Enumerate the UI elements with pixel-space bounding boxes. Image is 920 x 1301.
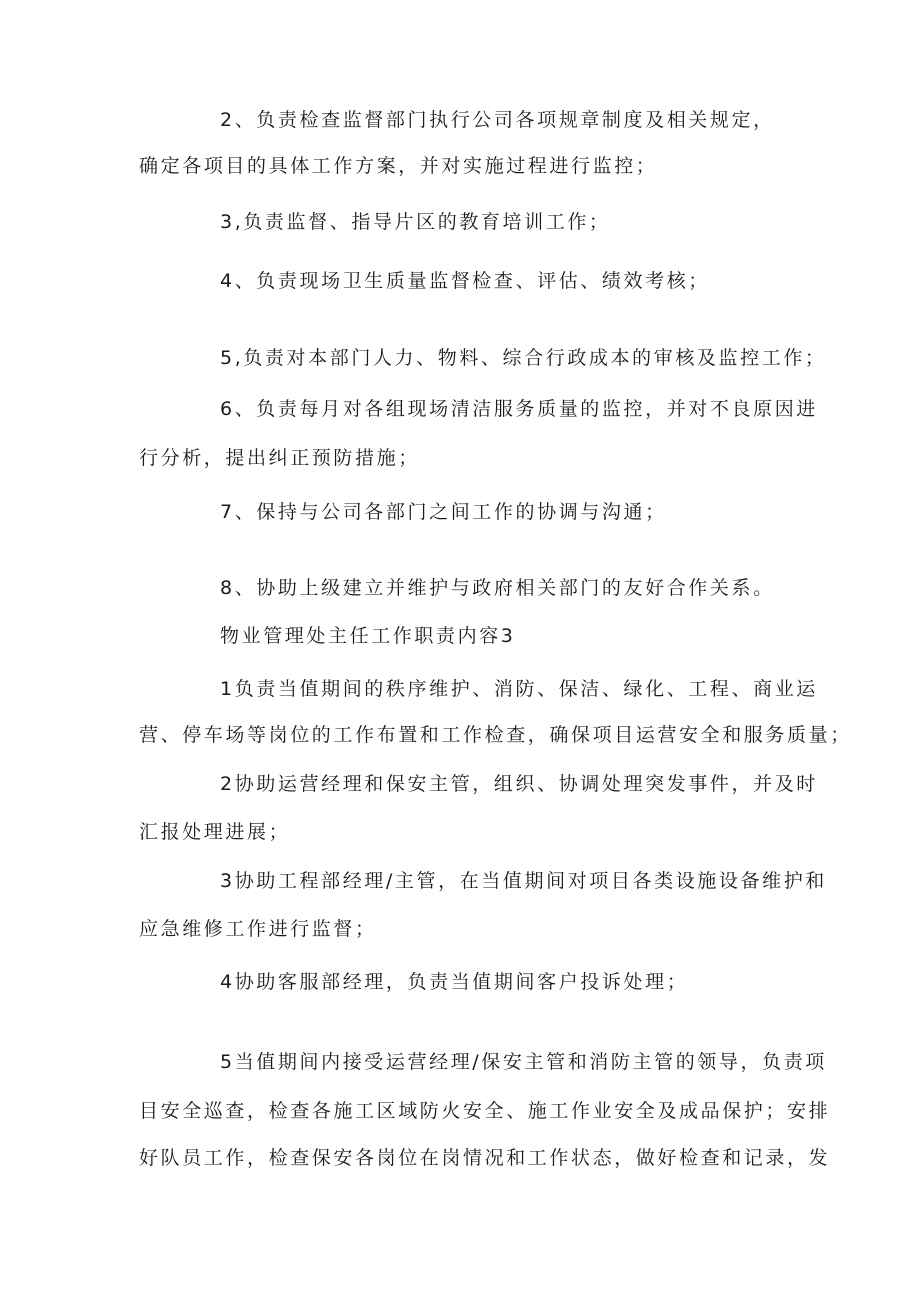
- text-line: 3协助工程部经理/主管，在当值期间对项目各类设施设备维护和: [220, 870, 827, 892]
- text-line: 7、保持与公司各部门之间工作的协调与沟通；: [220, 501, 667, 523]
- text-line: 好队员工作，检查保安各岗位在岗情况和工作状态，做好检查和记录，发: [139, 1147, 831, 1169]
- text-line: 6、负责每月对各组现场清洁服务质量的监控，并对不良原因进: [220, 398, 818, 420]
- text-line: 应急维修工作进行监督；: [139, 918, 377, 940]
- text-line: 5当值期间内接受运营经理/保安主管和消防主管的领导，负责项: [220, 1051, 827, 1073]
- text-line: 汇报处理进展；: [139, 821, 291, 843]
- text-line: 2协助运营经理和保安主管，组织、协调处理突发事件，并及时: [220, 773, 818, 795]
- text-line: 4协助客服部经理，负责当值期间客户投诉处理；: [220, 971, 689, 993]
- text-line: 确定各项目的具体工作方案，并对实施过程进行监控；: [139, 155, 658, 177]
- text-line: 2、负责检查监督部门执行公司各项规章制度及相关规定，: [220, 109, 775, 131]
- text-line: 5,负责对本部门人力、物料、综合行政成本的审核及监控工作；: [220, 347, 827, 369]
- text-line: 营、停车场等岗位的工作布置和工作检查，确保项目运营安全和服务质量；: [139, 724, 852, 746]
- text-line: 3,负责监督、指导片区的教育培训工作；: [220, 211, 611, 233]
- text-line: 行分析，提出纠正预防措施；: [139, 447, 420, 469]
- section-title: 物业管理处主任工作职责内容3: [220, 625, 516, 647]
- text-line: 8、协助上级建立并维护与政府相关部门的友好合作关系。: [220, 577, 775, 599]
- text-line: 1负责当值期间的秩序维护、消防、保洁、绿化、工程、商业运: [220, 678, 818, 700]
- text-line: 4、负责现场卫生质量监督检查、评估、绩效考核；: [220, 270, 710, 292]
- text-line: 目安全巡查，检查各施工区域防火安全、施工作业安全及成品保护；安排: [139, 1100, 831, 1122]
